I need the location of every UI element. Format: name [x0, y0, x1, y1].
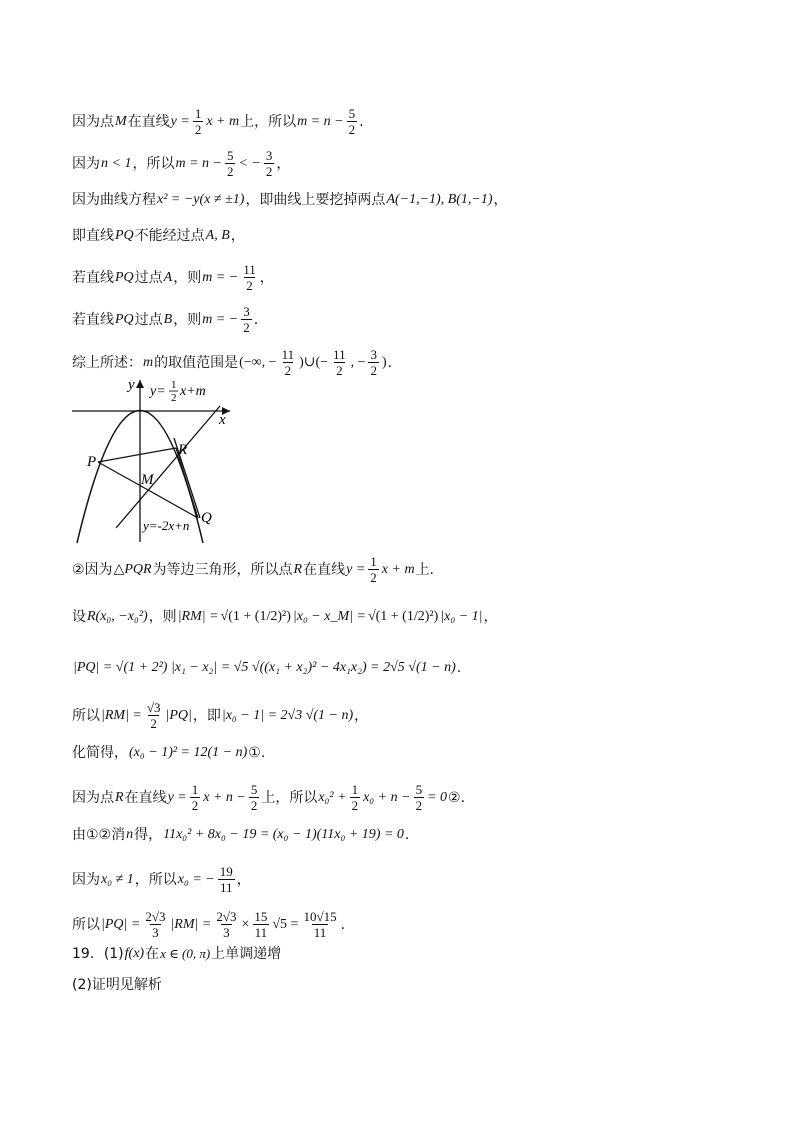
text: 因为点 — [72, 113, 114, 130]
numerator: 15 — [254, 909, 268, 924]
text: . — [359, 113, 364, 130]
math: A(−1,−1), B(1,−1) — [386, 192, 493, 207]
numerator: 11 — [281, 347, 295, 362]
math: m = − — [202, 269, 239, 285]
math: x + m — [206, 113, 240, 129]
denominator: 3 — [223, 925, 230, 940]
line-18 — [72, 975, 162, 995]
denominator: 2 — [336, 363, 343, 378]
fraction — [368, 554, 379, 585]
math: x ∈ (0, π) — [160, 946, 211, 961]
text: 若直线 — [72, 311, 114, 328]
math: |x₀ − x_M| = — [292, 609, 366, 624]
text: . — [387, 354, 393, 371]
math: √(1 + (1/2)²) — [220, 609, 291, 624]
denominator: 2 — [284, 363, 292, 378]
line-7 — [72, 347, 392, 378]
point-m-label: M — [141, 472, 154, 488]
math: M — [115, 113, 127, 129]
text: ， — [259, 269, 274, 286]
line-13 — [72, 782, 465, 813]
text: 若直线 — [72, 269, 114, 286]
math: m = n − — [175, 155, 222, 171]
math: |x₀ − 1| = 2√3 √(1 − n) — [221, 707, 354, 723]
denominator: 2 — [194, 122, 202, 137]
text: 上，所以 — [240, 113, 297, 130]
math: |PQ| = √(1 + 2²) |x₁ − x₂| = √5 √((x₁ + x₂)² − 4x₁x₂) = 2√5 √(1 − n) — [73, 660, 456, 675]
numerator: 11 — [333, 347, 346, 362]
denominator: 2 — [226, 164, 234, 179]
fraction — [331, 347, 348, 378]
numerator: √3 — [146, 700, 161, 715]
math: m = − — [202, 311, 239, 327]
segment-pr — [98, 448, 176, 462]
math: |RM| = — [170, 916, 212, 932]
text: ，即曲线上要挖掉两点 — [245, 192, 386, 208]
denominator: 11 — [313, 925, 327, 940]
text: . — [340, 916, 346, 933]
numerator: 5 — [250, 782, 258, 797]
math: (x₀ − 1)² = 12(1 − n) — [129, 745, 248, 760]
math: n < 1 — [101, 155, 132, 171]
denominator: 3 — [152, 925, 159, 940]
text: 在 — [145, 946, 160, 962]
y-axis-arrow — [136, 380, 144, 388]
text: 上. — [415, 561, 435, 578]
text: ， — [483, 609, 498, 625]
numerator: 5 — [415, 782, 423, 797]
numerator: 11 — [243, 262, 256, 277]
numerator: 1 — [370, 554, 377, 569]
line-6 — [72, 304, 258, 335]
math: x₀ = − — [177, 871, 215, 887]
denominator: 11 — [254, 925, 268, 940]
math: |x₀ − 1| — [440, 609, 483, 624]
math: R — [115, 789, 124, 805]
line-9 — [72, 607, 498, 627]
line1-label-rest: x+m — [180, 384, 206, 399]
parabola-figure — [72, 378, 232, 543]
numerator: 5 — [226, 148, 234, 163]
math: < − — [238, 155, 261, 171]
text: ①. — [248, 745, 266, 761]
denominator: 2 — [348, 122, 356, 137]
numerator: 3 — [370, 347, 377, 362]
point-p-label: P — [87, 454, 97, 470]
math: |PQ| = — [101, 916, 141, 932]
text: 综上所述： — [72, 354, 142, 371]
math: B — [163, 311, 173, 327]
text: 在直线 — [303, 561, 346, 578]
denominator: 11 — [219, 880, 233, 895]
text: 在直线 — [127, 113, 170, 130]
line-16 — [72, 909, 345, 940]
fraction — [241, 262, 258, 293]
text: 因为 — [72, 871, 100, 888]
text: 上，所以 — [261, 789, 318, 806]
text: 19．(1) — [72, 946, 124, 962]
math: |PQ| — [165, 707, 192, 723]
line1-label-num: 1 — [171, 379, 177, 391]
math: m — [143, 354, 154, 370]
text: . — [456, 660, 462, 676]
fraction — [218, 864, 235, 895]
text: . — [253, 311, 259, 328]
text: ， — [236, 871, 251, 888]
denominator: 2 — [351, 798, 359, 813]
fraction — [225, 148, 236, 179]
line-14 — [72, 825, 409, 845]
numerator: 3 — [243, 304, 250, 319]
math: )∪(− — [299, 354, 329, 370]
line-2 — [72, 148, 290, 179]
math: A — [163, 269, 173, 285]
text: 化简得， — [72, 745, 128, 761]
fraction — [280, 347, 297, 378]
denominator: 2 — [265, 164, 273, 179]
fraction — [252, 909, 269, 940]
math: PQ — [115, 269, 134, 285]
point-r-label: R — [178, 442, 188, 458]
y-axis-label: y — [128, 378, 135, 393]
math: R — [293, 561, 303, 577]
fraction — [214, 909, 238, 940]
fraction — [264, 148, 275, 179]
math: PQ — [115, 228, 134, 243]
denominator: 2 — [250, 798, 258, 813]
math: m = n − — [297, 113, 344, 129]
denominator: 2 — [370, 570, 377, 585]
x-axis-label: x — [219, 412, 226, 428]
denominator: 2 — [150, 716, 157, 731]
text: ，则 — [173, 311, 202, 328]
math: y = — [346, 561, 366, 577]
text: 即直线 — [72, 228, 114, 244]
math: × — [241, 916, 250, 932]
text: 得， — [134, 827, 163, 843]
math: |RM| = — [101, 707, 142, 723]
math: x + n − — [203, 789, 246, 805]
denominator: 2 — [191, 798, 199, 813]
math: 11x₀² + 8x₀ − 19 = (x₀ − 1)(11x₀ + 19) = 0 — [163, 827, 404, 842]
text: 过点 — [134, 311, 163, 328]
fraction — [414, 782, 425, 813]
fraction — [368, 347, 379, 378]
text: ，即 — [192, 707, 221, 724]
fraction — [301, 909, 338, 940]
line-15 — [72, 864, 251, 895]
math: A, B — [205, 228, 230, 243]
math: |RM| = — [177, 609, 219, 624]
fraction — [145, 700, 163, 731]
line-1 — [72, 106, 364, 137]
text: ②. — [448, 789, 466, 806]
math: x² = −y(x ≠ ±1) — [157, 192, 245, 207]
math: = 0 — [427, 789, 448, 805]
text: 在直线 — [124, 789, 167, 806]
numerator: 1 — [191, 782, 199, 797]
text: ②因为 — [72, 561, 113, 578]
line1-label-den: 2 — [171, 392, 177, 404]
math: n — [126, 827, 134, 842]
fraction — [241, 304, 252, 335]
text: 所以 — [72, 707, 100, 724]
line1-label-prefix: y= — [150, 384, 166, 399]
line-10 — [72, 658, 461, 678]
fraction — [350, 782, 361, 813]
numerator: 19 — [219, 864, 233, 879]
text: ， — [276, 155, 291, 172]
denominator: 2 — [246, 278, 253, 293]
text: 的取值范围是 — [154, 354, 239, 371]
numerator: 5 — [348, 106, 356, 121]
math: y = — [167, 789, 187, 805]
text: 设 — [72, 609, 86, 625]
text: ，则 — [173, 269, 202, 286]
line-8 — [72, 554, 434, 585]
text: (2)证明见解析 — [72, 977, 162, 993]
math: x₀² + — [318, 789, 347, 805]
fraction — [249, 782, 260, 813]
numerator: 2√3 — [216, 909, 237, 924]
math: (−∞, − — [239, 354, 277, 370]
math: x₀ + n − — [363, 789, 411, 805]
text: 因为曲线方程 — [72, 192, 156, 208]
math: √5 = — [272, 916, 299, 932]
math: √(1 + (1/2)²) — [367, 609, 439, 624]
math: △PQR — [113, 561, 152, 577]
text: ， — [354, 707, 369, 724]
fraction — [143, 909, 167, 940]
fraction — [193, 106, 204, 137]
text: ，所以 — [134, 871, 177, 888]
text: 因为点 — [72, 789, 114, 806]
text: 所以 — [72, 916, 100, 933]
denominator: 2 — [370, 363, 377, 378]
point-q-label: Q — [201, 510, 212, 526]
line-11 — [72, 700, 368, 731]
line-4 — [72, 226, 245, 246]
numerator: 10√15 — [303, 909, 337, 924]
text: ，所以 — [132, 155, 175, 172]
math: ) — [381, 354, 387, 370]
numerator: 1 — [194, 106, 202, 121]
denominator: 2 — [243, 320, 250, 335]
numerator: 2√3 — [145, 909, 166, 924]
math: y = — [170, 113, 190, 129]
line2-label: y=-2x+n — [143, 518, 190, 533]
math: x + m — [381, 561, 415, 577]
text: 过点 — [134, 269, 163, 286]
math: f(x) — [124, 946, 145, 961]
text: 为等边三角形，所以点 — [152, 561, 293, 578]
text: ， — [230, 228, 245, 244]
math: x₀ ≠ 1 — [101, 871, 134, 887]
math: R(x₀, −x₀²) — [87, 609, 148, 624]
fraction — [347, 106, 358, 137]
line-5 — [72, 262, 274, 293]
text: 由①②消 — [72, 827, 126, 843]
figure-svg — [72, 378, 232, 543]
line-3 — [72, 190, 508, 210]
text: ，则 — [148, 609, 177, 625]
line-12 — [72, 743, 265, 763]
fraction — [190, 782, 201, 813]
denominator: 2 — [415, 798, 423, 813]
text: 因为 — [72, 155, 100, 172]
text: 上单调递增 — [211, 946, 282, 962]
numerator: 1 — [351, 782, 359, 797]
text: 不能经过点 — [134, 228, 205, 244]
text: ， — [493, 192, 508, 208]
text: . — [404, 827, 410, 843]
line-17 — [72, 944, 281, 964]
numerator: 3 — [265, 148, 273, 163]
math: , − — [350, 354, 366, 370]
math: PQ — [115, 311, 134, 327]
